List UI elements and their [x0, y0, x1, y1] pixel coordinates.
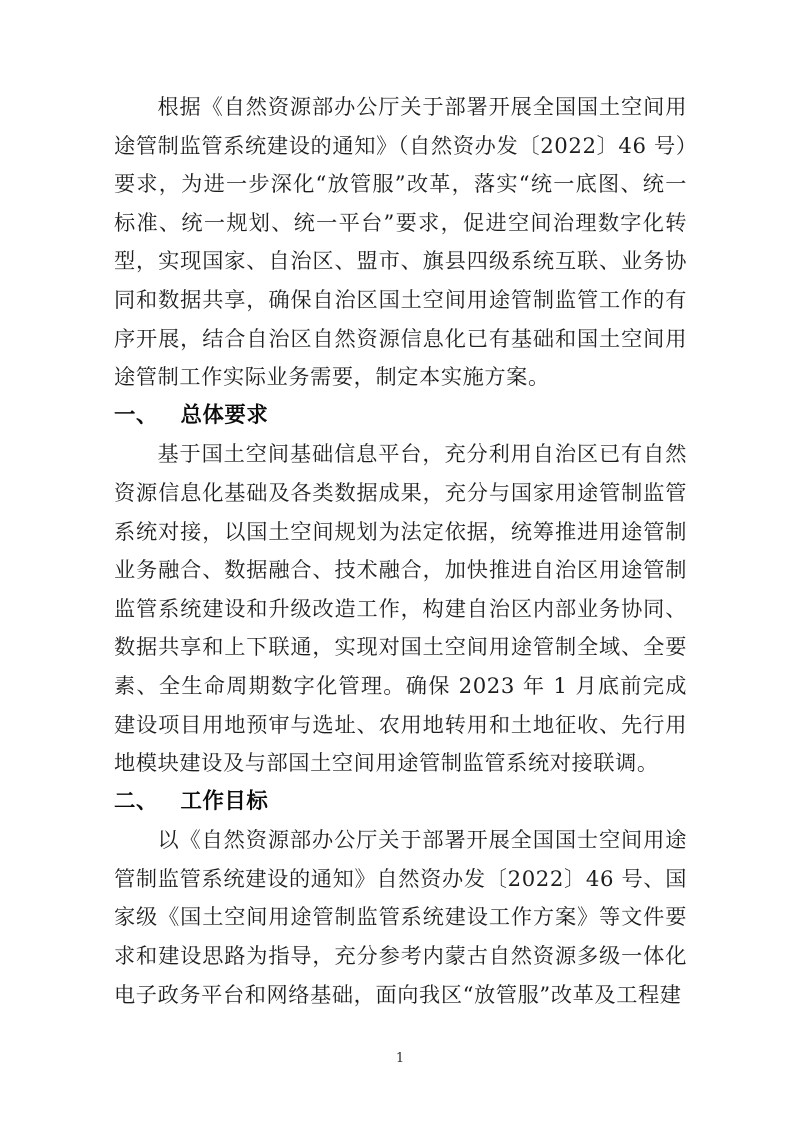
heading-work-objectives: [114, 783, 687, 822]
document-body: [114, 88, 687, 1014]
heading-number-one: 一、: [114, 402, 158, 428]
heading-number-two: 二、: [114, 788, 158, 814]
page-number: 1: [395, 1051, 405, 1066]
heading-title-overall-requirements: 总体要求: [180, 402, 269, 428]
heading-overall-requirements: [114, 397, 687, 436]
paragraph-introduction: 根据《自然资源部办公厅关于部署开展全国国土空间用途管制监管系统建设的通知》（自然资办发〔2022〕46 号）要求，为进一步深化“放管服”改革，落实“统一底图、统一标准、统一规划、统一平台”要求，促进空间治理数字化转型，实现国家、自治区、盟市、旗县四级系统互联、业务协同和数据共享，确保自治区国土空间用途管制监管工作的有序开展，结合自治区自然资源信息化已有基础和国土空间用途管制工作实际业务需要，制定本实施方案。: [114, 94, 687, 390]
paragraph-work-objectives-body: 以《自然资源部办公厅关于部署开展全国国士空间用途管制监管系统建设的通知》自然资办发〔2022〕46 号、国家级《国土空间用途管制监管系统建设工作方案》等文件要求和建设思路为指导，充分参考内蒙古自然资源多级一体化电子政务平台和网络基础，面向我区“放管服”改革及工程建: [114, 827, 687, 1007]
heading-title-work-objectives: 工作目标: [180, 788, 269, 814]
paragraph-overall-requirements-body: 基于国土空间基础信息平台，充分利用自治区已有自然资源信息化基础及各类数据成果，充分与国家用途管制监管系统对接，以国土空间规划为法定依据，统筹推进用途管制业务融合、数据融合、技术融合，加快推进自治区用途管制监管系统建设和升级改造工作，构建自治区内部业务协同、数据共享和上下联通，实现对国土空间用途管制全域、全要素、全生命周期数字化管理。确保 2023 年 1 月底前完成建设项目用地预审与选址、农用地转用和土地征收、先行用地模块建设及与部国土空间用途管制监管系统对接联调。: [114, 441, 687, 776]
